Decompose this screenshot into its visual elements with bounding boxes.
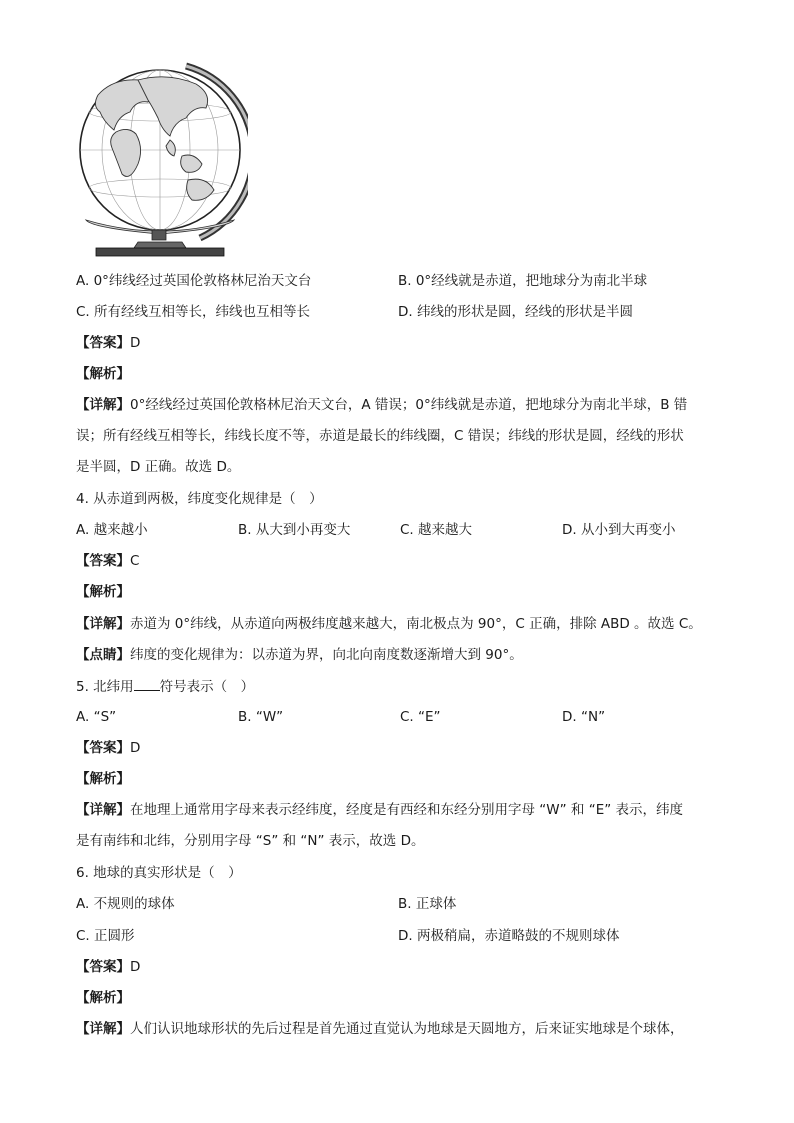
q4-point [76, 645, 523, 665]
q6-option-c: C. 正圆形 [76, 928, 135, 944]
q4-answer [76, 551, 139, 571]
q6-answer [76, 957, 140, 977]
detail-label: 【详解】 [76, 1021, 130, 1037]
detail-label: 【详解】 [76, 802, 130, 818]
answer-blank [134, 676, 160, 691]
answer-value: D [130, 959, 141, 975]
detail-label: 【详解】 [76, 616, 130, 632]
q5-answer [76, 738, 140, 758]
q6-stem: 6. 地球的真实形状是（ ） [76, 865, 242, 881]
analysis-label: 【解析】 [76, 584, 130, 600]
q5-detail [76, 795, 718, 857]
q5-analysis-label [76, 769, 130, 789]
q3-detail [76, 390, 718, 483]
q4-option-d: D. 从小到大再变小 [562, 522, 676, 538]
q3-answer [76, 333, 140, 353]
q3-option-b: B. 0°经线就是赤道，把地球分为南北半球 [398, 273, 648, 289]
globe-figure [78, 60, 248, 260]
globe-icon [78, 60, 248, 260]
q5-stem-pre: 5. 北纬用 [76, 679, 134, 695]
q6-option-b: B. 正球体 [398, 896, 457, 912]
analysis-label: 【解析】 [76, 990, 130, 1006]
q3-detail-line-3: 是半圆，D 正确。故选 D。 [76, 459, 241, 475]
q6-option-d: D. 两极稍扁，赤道略鼓的不规则球体 [398, 928, 620, 944]
answer-value: D [130, 335, 141, 351]
detail-text: 赤道为 0°纬线，从赤道向两极纬度越来越大，南北极点为 90°，C 正确，排除 ABD 。故选 C。 [130, 616, 702, 632]
q5-stem-post: 符号表示（ ） [159, 679, 255, 695]
q6-analysis-label [76, 988, 130, 1008]
q4-option-c: C. 越来越大 [400, 522, 473, 538]
q3-analysis-label [76, 364, 130, 384]
q5-detail-line-2: 是有南纬和北纬，分别用字母 “S” 和 “N” 表示，故选 D。 [76, 833, 425, 849]
q3-option-a: A. 0°纬线经过英国伦敦格林尼治天文台 [76, 273, 312, 289]
q3-detail-line-1 [76, 390, 718, 421]
q3-option-d: D. 纬线的形状是圆，经线的形状是半圆 [398, 304, 633, 320]
answer-value: C [130, 553, 140, 569]
answer-value: D [130, 740, 141, 756]
detail-text: 0°经线经过英国伦敦格林尼治天文台，A 错误；0°纬线就是赤道，把地球分为南北半球，B 错 [130, 397, 688, 413]
q6-option-a: A. 不规则的球体 [76, 896, 175, 912]
q4-stem: 4. 从赤道到两极，纬度变化规律是（ ） [76, 491, 323, 507]
q4-option-a: A. 越来越小 [76, 522, 148, 538]
answer-label: 【答案】 [76, 959, 130, 975]
detail-label: 【详解】 [76, 397, 130, 413]
answer-label: 【答案】 [76, 335, 130, 351]
point-label: 【点睛】 [76, 647, 130, 663]
q5-stem [76, 676, 254, 697]
analysis-label: 【解析】 [76, 366, 130, 382]
answer-label: 【答案】 [76, 740, 130, 756]
detail-text: 人们认识地球形状的先后过程是首先通过直觉认为地球是天圆地方，后来证实地球是个球体， [130, 1021, 684, 1037]
answer-label: 【答案】 [76, 553, 130, 569]
q6-detail [76, 1019, 684, 1039]
q3-detail-line-2: 误；所有经线互相等长，纬线长度不等，赤道是最长的纬线圈，C 错误；纬线的形状是圆，经线的形状 [76, 428, 684, 444]
detail-text: 在地理上通常用字母来表示经纬度，经度是有西经和东经分别用字母 “W” 和 “E” 表示，纬度 [130, 802, 684, 818]
q4-analysis-label [76, 582, 130, 602]
q5-option-d: D. “N” [562, 709, 606, 725]
analysis-label: 【解析】 [76, 771, 130, 787]
q5-option-a: A. “S” [76, 709, 117, 725]
q3-option-c: C. 所有经线互相等长，纬线也互相等长 [76, 304, 311, 320]
q4-option-b: B. 从大到小再变大 [238, 522, 351, 538]
q5-detail-line-1 [76, 795, 718, 826]
point-text: 纬度的变化规律为：以赤道为界，向北向南度数逐渐增大到 90°。 [130, 647, 523, 663]
q5-option-c: C. “E” [400, 709, 441, 725]
q5-option-b: B. “W” [238, 709, 284, 725]
q4-detail [76, 614, 702, 634]
